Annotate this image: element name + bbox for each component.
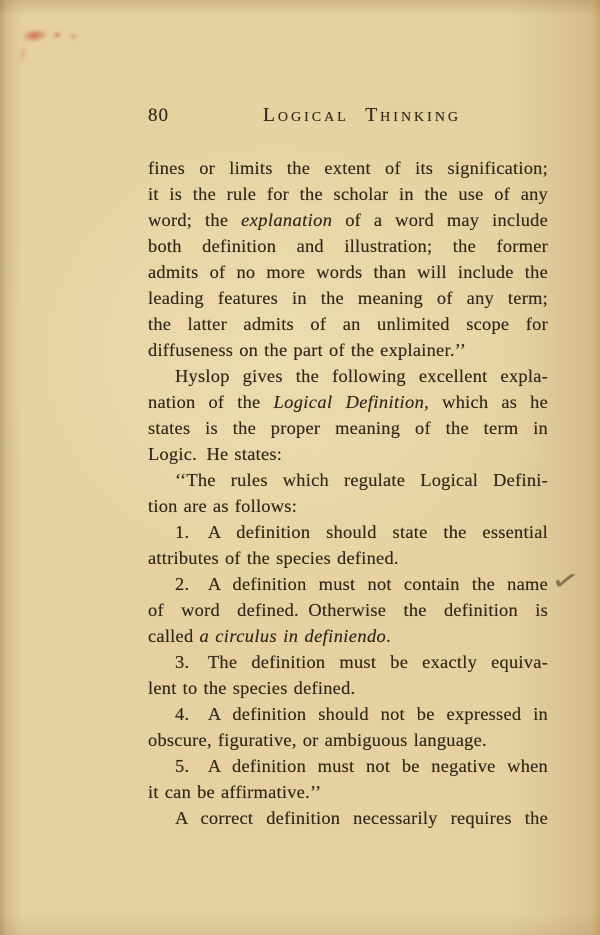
text-segment: states is the proper meaning of the term in xyxy=(148,418,548,438)
text-segment: Logic. He states: xyxy=(148,444,283,464)
text-line xyxy=(148,805,548,831)
margin-checkmark-icon: ✓ xyxy=(549,563,582,599)
text-line xyxy=(148,753,548,779)
text-segment: 5. A definition must not be negative when xyxy=(175,756,548,776)
text-segment: it can be affirmative.’’ xyxy=(148,782,322,802)
text-line xyxy=(148,363,548,389)
text-segment: 1. A definition should state the essential xyxy=(175,522,548,542)
text-line xyxy=(148,493,548,519)
text-segment: word; the xyxy=(148,210,242,230)
page-number: 80 xyxy=(148,105,169,126)
text-segment: tion are as follows: xyxy=(148,496,298,516)
text-segment: leading features in the meaning of any term; xyxy=(148,288,548,308)
text-line xyxy=(148,467,548,493)
text-line xyxy=(148,311,548,337)
text-line xyxy=(148,285,548,311)
text-segment: the latter admits of an unlimited scope for xyxy=(148,314,548,334)
text-line xyxy=(148,701,548,727)
text-segment: attributes of the species defined. xyxy=(148,548,399,568)
text-segment: it is the rule for the scholar in the use of any xyxy=(148,184,548,204)
text-segment: A correct definition necessarily requires the xyxy=(175,808,548,828)
text-line xyxy=(148,441,548,467)
text-segment: 4. A definition should not be expressed in xyxy=(175,704,548,724)
page-header xyxy=(148,103,548,129)
text-line xyxy=(148,597,548,623)
text-line xyxy=(148,207,548,233)
text-segment: Hyslop gives the following excellent expla- xyxy=(175,366,548,386)
text-line xyxy=(148,727,548,753)
ink-stain xyxy=(20,27,49,44)
text-line xyxy=(148,571,548,597)
text-line xyxy=(148,545,548,571)
text-block xyxy=(148,155,548,831)
text-segment: of word defined. Otherwise the definition is xyxy=(148,600,548,620)
text-segment: 2. A definition must not contain the name xyxy=(175,574,548,594)
text-line xyxy=(148,675,548,701)
text-line xyxy=(148,155,548,181)
text-line xyxy=(148,649,548,675)
text-segment: obscure, figurative, or ambiguous language. xyxy=(148,730,487,750)
text-line xyxy=(148,779,548,805)
text-segment: . xyxy=(386,626,392,646)
text-segment: admits of no more words than will include the xyxy=(148,262,548,282)
text-segment: 3. The definition must be exactly equiva- xyxy=(175,652,548,672)
text-segment: nation of the xyxy=(148,392,274,412)
running-title: Logical Thinking xyxy=(262,105,462,126)
ink-stain xyxy=(52,31,62,39)
ink-stain xyxy=(69,33,78,40)
text-line xyxy=(148,181,548,207)
ink-stain xyxy=(17,43,29,64)
text-segment: ‘‘The rules which regulate Logical Defini- xyxy=(175,470,548,490)
text-segment: both definition and illustration; the former xyxy=(148,236,548,256)
italic-text: a circulus in definiendo xyxy=(199,626,387,646)
text-segment: diffuseness on the part of the explainer.’’ xyxy=(148,340,467,360)
text-segment: lent to the species defined. xyxy=(148,678,356,698)
text-line xyxy=(148,389,548,415)
italic-text: Logical Definition, xyxy=(273,392,430,412)
italic-text: explanation xyxy=(241,210,333,230)
text-segment: called xyxy=(148,626,200,646)
text-line xyxy=(148,233,548,259)
text-line xyxy=(148,337,548,363)
text-line xyxy=(148,415,548,441)
text-line xyxy=(148,519,548,545)
text-segment: fines or limits the extent of its signification; xyxy=(148,158,548,178)
text-segment: of a word may include xyxy=(332,210,548,230)
text-segment: which as he xyxy=(429,392,549,412)
text-line xyxy=(148,259,548,285)
text-line xyxy=(148,623,548,649)
